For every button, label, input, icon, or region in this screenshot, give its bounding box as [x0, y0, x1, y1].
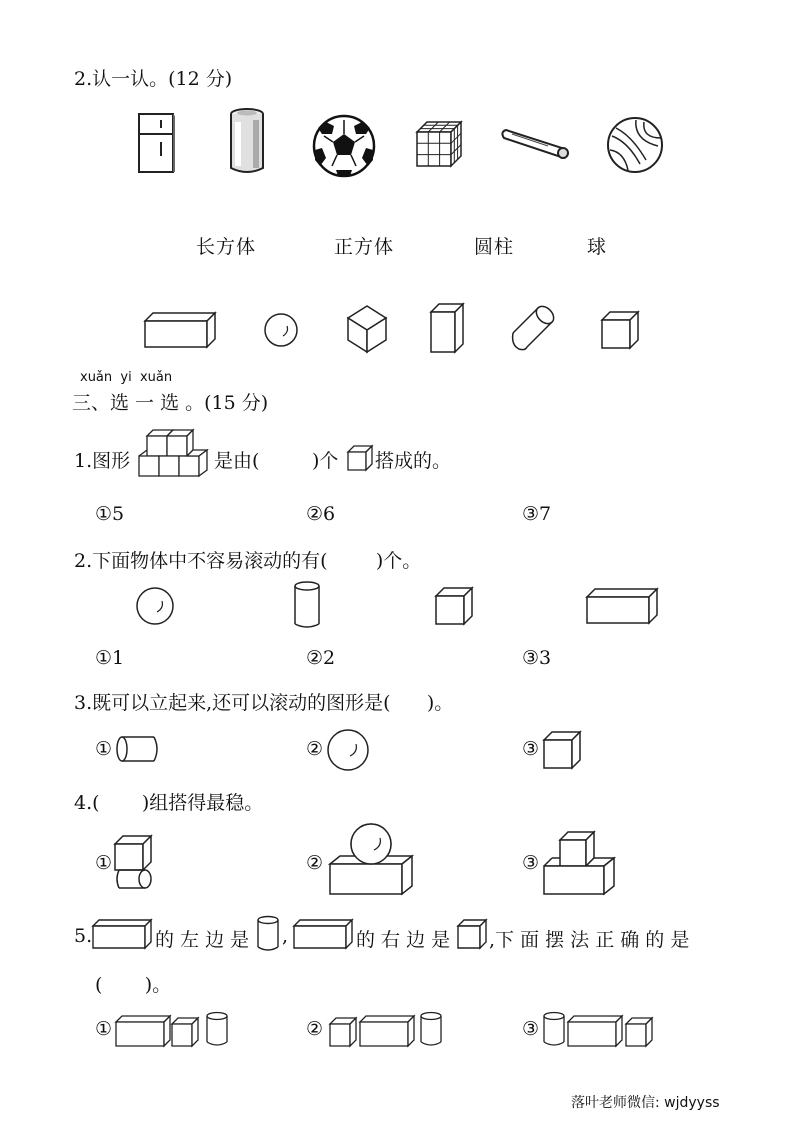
q5-which-correct: ,下 面 摆 法 正 确 的 是	[489, 929, 690, 951]
q1-post: )个	[312, 450, 339, 472]
footer-contact: 落叶老师微信: wjdyyss	[571, 1095, 720, 1111]
q4-cube-on-cylinder-icon	[113, 834, 153, 890]
tall-cuboid-shape-icon	[429, 302, 465, 354]
q3-lying-cylinder-icon	[114, 734, 160, 764]
cube-shape-icon	[600, 310, 640, 350]
q2-option-3[interactable]: ③3	[522, 647, 552, 669]
q5-right-of: 的 右 边 是	[356, 929, 451, 951]
label-cube: 正方体	[334, 236, 395, 258]
q3-question: 3.既可以立起来,还可以滚动的图形是( )。	[74, 692, 454, 714]
cuboid-shape-icon	[143, 311, 217, 349]
can-icon	[226, 106, 268, 176]
q5-prefix: 5.	[74, 925, 93, 947]
q5-option-2-arrangement	[328, 1010, 446, 1048]
q5-option-2-marker[interactable]: ②	[306, 1018, 324, 1040]
section-3-pinyin: xuǎn yi xuǎn	[80, 370, 173, 385]
q5-option-1-marker[interactable]: ①	[95, 1018, 113, 1040]
q4-sphere-on-cuboid-icon	[328, 822, 414, 896]
q1-prefix: 1.图形	[74, 450, 131, 472]
q3-option-3-marker[interactable]: ③	[522, 738, 540, 760]
q4-option-2-marker[interactable]: ②	[306, 852, 324, 874]
tilted-cylinder-shape-icon	[509, 303, 557, 353]
label-cylinder: 圆柱	[474, 236, 515, 258]
q1-mid: 是由(	[214, 450, 260, 472]
q3-option-1-marker[interactable]: ①	[95, 738, 113, 760]
q5-option-3-marker[interactable]: ③	[522, 1018, 540, 1040]
q2-cube-icon	[434, 586, 474, 626]
q4-option-3-marker[interactable]: ③	[522, 852, 540, 874]
unit-cube-icon	[346, 444, 374, 472]
q5-cuboid-icon-1	[91, 918, 153, 950]
q2-option-1[interactable]: ①1	[95, 647, 125, 669]
volleyball-icon	[606, 116, 664, 174]
q5-cylinder-icon	[256, 915, 280, 953]
q2-question: 2.下面物体中不容易滚动的有( )个。	[74, 550, 422, 572]
q5-cuboid-icon-2	[292, 918, 354, 950]
soccer-ball-icon	[312, 114, 376, 178]
q4-cube-on-cuboid-icon	[542, 830, 616, 896]
q2-cuboid-icon	[585, 587, 659, 625]
q4-question: 4.( )组搭得最稳。	[74, 792, 264, 814]
q1-end: 搭成的。	[375, 450, 452, 472]
sphere-shape-icon	[263, 312, 299, 348]
q3-cube-icon	[542, 730, 582, 770]
label-cuboid: 长方体	[196, 236, 257, 258]
q1-option-2[interactable]: ②6	[306, 503, 336, 525]
q5-option-3-arrangement	[542, 1010, 660, 1048]
stick-icon	[500, 126, 570, 160]
q5-left-of: 的 左 边 是	[155, 929, 250, 951]
q1-option-3[interactable]: ③7	[522, 503, 552, 525]
q2-sphere-icon	[135, 586, 175, 626]
q2-option-2[interactable]: ②2	[306, 647, 336, 669]
q3-sphere-icon	[326, 728, 370, 772]
tilted-cube-shape-icon	[346, 304, 388, 354]
stacked-cubes-icon	[137, 428, 213, 478]
rubiks-cube-icon	[415, 120, 463, 168]
q4-option-1-marker[interactable]: ①	[95, 852, 113, 874]
section-2-title: 2.认一认。(12 分)	[74, 68, 233, 90]
q1-option-1[interactable]: ①5	[95, 503, 125, 525]
q2-cylinder-icon	[292, 580, 322, 630]
section-3-title: 三、选 一 选 。(15 分)	[72, 392, 269, 414]
q3-option-2-marker[interactable]: ②	[306, 738, 324, 760]
q5-cube-icon	[456, 918, 488, 950]
q5-answer-blank: ( )。	[95, 974, 172, 996]
label-sphere: 球	[587, 236, 608, 258]
fridge-icon	[137, 112, 175, 174]
q5-comma: ,	[282, 925, 289, 947]
q5-option-1-arrangement	[114, 1010, 232, 1048]
